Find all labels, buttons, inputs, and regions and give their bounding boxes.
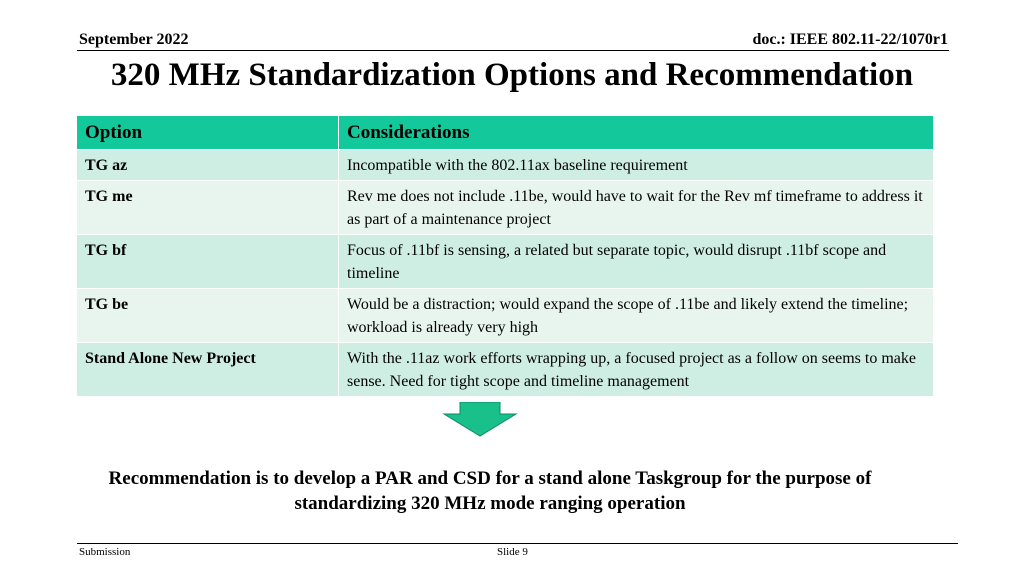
considerations-cell: Incompatible with the 802.11ax baseline requirement [339,150,934,181]
option-cell: TG be [77,289,339,343]
option-cell: TG bf [77,235,339,289]
footer-submission: Submission [79,546,131,558]
footer-divider [77,543,958,544]
header-date: September 2022 [79,31,189,48]
table-row [77,343,934,397]
considerations-cell: Focus of .11bf is sensing, a related but separate topic, would disrupt .11bf scope and timeline [339,235,934,289]
column-header-considerations: Considerations [339,116,934,150]
option-cell: Stand Alone New Project [77,343,339,397]
table-row [77,181,934,235]
considerations-cell: With the .11az work efforts wrapping up, a focused project as a follow on seems to make sense. Need for tight scope and timeline management [339,343,934,397]
header-doc-id: doc.: IEEE 802.11-22/1070r1 [752,31,948,48]
table-header-row [77,116,934,150]
table-row [77,235,934,289]
option-cell: TG me [77,181,339,235]
option-cell: TG az [77,150,339,181]
table-row [77,150,934,181]
recommendation-text: Recommendation is to develop a PAR and CSD for a stand alone Taskgroup for the purpose of standardizing 320 MHz mode ranging operation [108,468,872,514]
considerations-cell: Rev me does not include .11be, would have to wait for the Rev mf timeframe to address it as part of a maintenance project [339,181,934,235]
down-arrow-icon [440,402,520,438]
slide-title: 320 MHz Standardization Options and Recommendation [110,57,914,93]
considerations-cell: Would be a distraction; would expand the scope of .11be and likely extend the timeline; workload is already very high [339,289,934,343]
header-divider [77,50,949,51]
column-header-option: Option [77,116,339,150]
slide-number: Slide 9 [497,546,528,558]
options-table [76,115,934,397]
table-row [77,289,934,343]
